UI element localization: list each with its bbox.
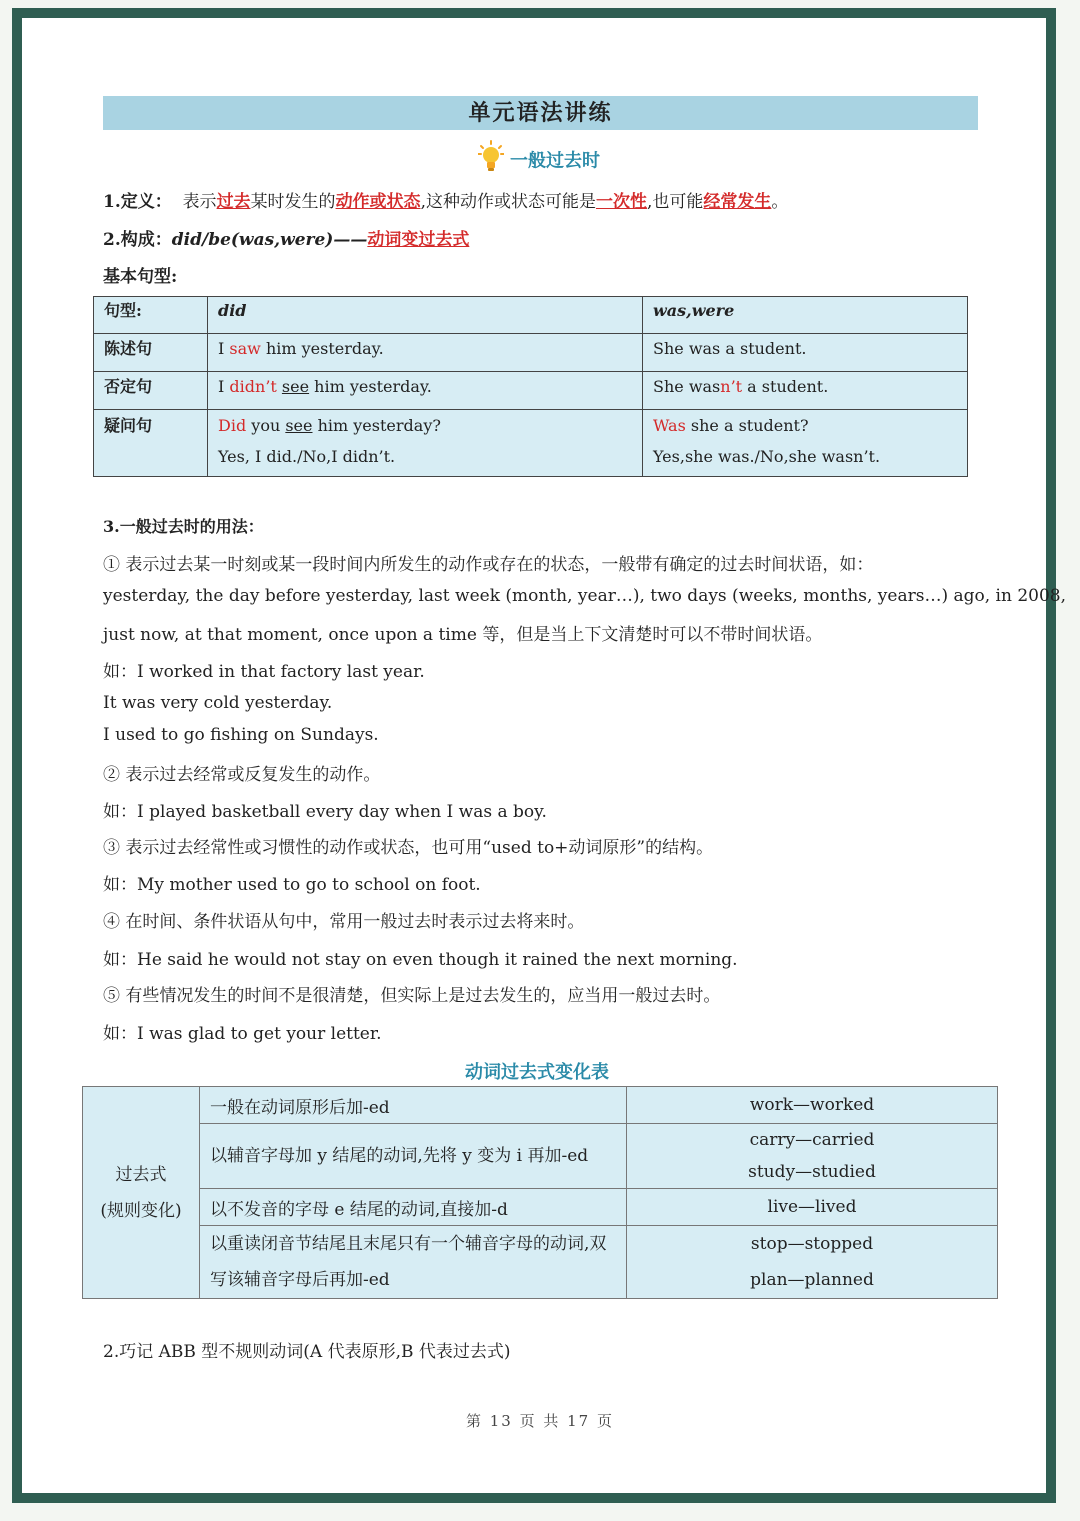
table-row: [94, 372, 968, 410]
example-cell: live—lived: [627, 1189, 998, 1226]
structure-formula: did/be(was,were)——: [171, 230, 368, 250]
example-sentence: 如：My mother used to go to school on foot.: [103, 875, 481, 895]
definition-text: 表示: [182, 192, 217, 212]
example-sentence: 如：I played basketball every day when I was a boy.: [103, 802, 547, 822]
rule-cell: 以不发音的字母 e 结尾的动词,直接加-d: [200, 1189, 627, 1226]
row-type: 否定句: [94, 372, 208, 410]
rule-cell: 一般在动词原形后加-ed: [200, 1087, 627, 1124]
definition-label: 1.定义：: [103, 192, 172, 212]
usage-item: ① 表示过去某一时刻或某一段时间内所发生的动作或存在的状态，一般带有确定的过去时间状语，如：: [103, 555, 874, 575]
page-number: 第 13 页 共 17 页: [465, 1412, 614, 1430]
keyword: 动作或状态: [335, 192, 421, 212]
example-cell: stop—stopped plan—planned: [627, 1226, 998, 1299]
example-sentence: 如：I was glad to get your letter.: [103, 1024, 382, 1044]
subtitle-text: 一般过去时: [510, 150, 600, 172]
keyword: 过去: [216, 192, 251, 212]
usage-text: yesterday, the day before yesterday, last week (month, year…), two days (weeks, months, years…) ago, in 2008,: [103, 586, 1067, 606]
usage-item: ⑤ 有些情况发生的时间不是很清楚，但实际上是过去发生的，应当用一般过去时。: [103, 986, 721, 1006]
table-row: [83, 1087, 998, 1124]
usage-item: ③ 表示过去经常性或习惯性的动作或状态，也可用“used to+动词原形”的结构。: [103, 838, 714, 858]
table-row: [83, 1226, 998, 1299]
example-cell: carry—carried study—studied: [627, 1124, 998, 1189]
example-sentence: 如：I worked in that factory last year.: [103, 662, 425, 682]
definition-text: 某时发生的: [250, 192, 336, 212]
past-tense-change-table: [82, 1086, 998, 1299]
example-sentence: It was very cold yesterday.: [103, 693, 333, 713]
row-type: 疑问句: [94, 410, 208, 477]
lightbulb-icon: [478, 140, 504, 179]
abb-note: 2.巧记 ABB 型不规则动词(A 代表原形,B 代表过去式): [103, 1342, 511, 1362]
category-cell: 过去式 (规则变化): [83, 1087, 200, 1299]
example-sentence: I used to go fishing on Sundays.: [103, 725, 379, 745]
usage-title: 3.一般过去时的用法：: [103, 517, 264, 536]
usage-item: ④ 在时间、条件状语从句中，常用一般过去时表示过去将来时。: [103, 912, 585, 932]
structure-label: 2.构成：: [103, 230, 172, 250]
table-row: [94, 410, 968, 477]
keyword: 经常发生: [703, 192, 772, 212]
example-cell: work—worked: [627, 1087, 998, 1124]
rule-cell: 以重读闭音节结尾且末尾只有一个辅音字母的动词,双写该辅音字母后再加-ed: [200, 1226, 627, 1299]
section-subtitle: [478, 140, 600, 179]
header-cell: was,were: [643, 297, 968, 334]
did-example: Did you see him yesterday? Yes, I did./No,I didn’t.: [208, 410, 643, 477]
rule-cell: 以辅音字母加 y 结尾的动词,先将 y 变为 i 再加-ed: [200, 1124, 627, 1189]
example-sentence: 如：He said he would not stay on even though it rained the next morning.: [103, 950, 738, 970]
usage-item: ② 表示过去经常或反复发生的动作。: [103, 765, 381, 785]
keyword: 一次性: [595, 192, 647, 212]
table-row: [83, 1124, 998, 1189]
be-example: She wasn’t a student.: [643, 372, 968, 410]
be-example: She was a student.: [643, 334, 968, 372]
structure-line: [103, 225, 469, 250]
table-row: [83, 1189, 998, 1226]
be-example: Was she a student? Yes,she was./No,she wasn’t.: [643, 410, 968, 477]
header-cell: 句型:: [94, 297, 208, 334]
did-example: I saw him yesterday.: [208, 334, 643, 372]
usage-text: just now, at that moment, once upon a time 等，但是当上下文清楚时可以不带时间状语。: [103, 625, 823, 645]
keyword: 动词变过去式: [367, 230, 470, 250]
row-type: 陈述句: [94, 334, 208, 372]
did-example: I didn’t see him yesterday.: [208, 372, 643, 410]
table-row: [94, 334, 968, 372]
unit-grammar-banner: 单元语法讲练: [103, 96, 978, 130]
change-table-title: 动词过去式变化表: [465, 1062, 609, 1083]
basic-patterns-heading: 基本句型:: [103, 267, 178, 287]
definition-line: [103, 187, 788, 212]
sentence-pattern-table: [93, 296, 968, 477]
table-header-row: [94, 297, 968, 334]
definition-text: 。: [771, 192, 789, 212]
definition-text: ,也可能: [646, 192, 704, 212]
definition-text: ,这种动作或状态可能是: [420, 192, 596, 212]
header-cell: did: [208, 297, 643, 334]
